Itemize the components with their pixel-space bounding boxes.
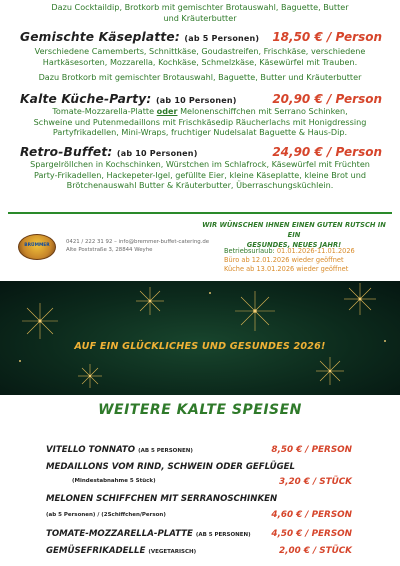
kueche-party-header xyxy=(20,92,382,106)
desc-part: Melonenschiffchen mit Serrano Schinken, xyxy=(177,106,348,116)
item-name: MEDAILLONS VOM RIND, SCHWEIN ODER GEFLÜGEL xyxy=(46,462,295,472)
item-name: MELONEN SCHIFFCHEN MIT SERRANOSCHINKEN xyxy=(46,494,278,504)
desc-emphasis: oder xyxy=(156,106,178,116)
item-price: 8,50 € / PERSON xyxy=(271,445,352,455)
menu-item-medaillons-price-row xyxy=(46,477,352,487)
retro-buffet-title xyxy=(20,145,198,159)
menu-item-melonen xyxy=(46,494,352,504)
item-price: 4,50 € / PERSON xyxy=(271,529,352,539)
holiday-dates: 01.01.2026-11.01.2026 xyxy=(276,247,355,255)
retro-buffet-price: 24,90 € / Person xyxy=(272,145,382,159)
item-sub-note: (ab 5 Personen) / (2Schiffchen/Person) xyxy=(46,512,166,518)
kueche-party-title xyxy=(20,92,237,106)
holiday-label: Betriebsurlaub: xyxy=(224,247,277,255)
menu-item-gemuesefrikadelle xyxy=(46,546,352,556)
office-reopen: Büro ab 12.01.2026 wieder geöffnet xyxy=(224,256,344,264)
divider xyxy=(8,212,392,214)
retro-buffet-title-text: Retro-Buffet: xyxy=(20,145,113,159)
item-name-text: GEMÜSEFRIKADELLE xyxy=(46,546,146,556)
desc-part: Tomate-Mozzarella-Platte xyxy=(52,106,157,116)
item-name xyxy=(46,445,193,455)
kueche-party-title-text: Kalte Küche-Party: xyxy=(20,92,152,106)
section-title: WEITERE KALTE SPEISEN xyxy=(98,402,302,418)
kueche-party-note: (ab 10 Personen) xyxy=(155,96,237,105)
kaeseplatte-description xyxy=(12,46,388,83)
intro-text xyxy=(0,2,400,24)
item-name-text: TOMATE-MOZZARELLA-PLATTE xyxy=(46,529,193,539)
item-note: (AB 5 PERSONEN) xyxy=(138,448,193,454)
item-name xyxy=(46,546,196,556)
contact-info xyxy=(66,239,209,255)
desc-line: Hartkäsesorten, Mozzarella, Kochkäse, Schmelzkäse, Käsewürfel mit Trauben. xyxy=(42,56,358,67)
menu-item-vitello-tonnato xyxy=(46,445,352,455)
logo-text: BRÜMMER xyxy=(24,243,50,248)
wish-line: GESUNDES, NEUES JAHR! xyxy=(246,241,342,249)
item-sub-note: (Mindestabnahme 5 Stück) xyxy=(72,478,156,484)
holiday-line xyxy=(224,247,394,256)
item-note: (AB 5 PERSONEN) xyxy=(195,532,251,538)
kueche-party-price: 20,90 € / Person xyxy=(272,92,382,106)
fireworks-graphic xyxy=(0,281,400,395)
item-note: (VEGETARISCH) xyxy=(148,549,197,555)
item-name xyxy=(46,529,251,539)
kaeseplatte-title xyxy=(20,30,259,44)
desc-line: Dazu Brotkorb mit gemischter Brotauswahl, Baguette, Butter und Kräuterbutter xyxy=(38,72,362,83)
menu-item-medaillons xyxy=(46,462,352,472)
new-year-wish xyxy=(196,220,392,250)
desc-line: Verschiedene Camemberts, Schnittkäse, Goudastreifen, Frischkäse, verschiedene xyxy=(34,46,366,56)
desc-line: Brötchenauswahl Butter & Kräuterbutter, Überraschungsküchlein. xyxy=(66,180,334,191)
intro-line: und Kräuterbutter xyxy=(163,13,237,23)
wish-line: WIR WÜNSCHEN IHNEN EINEN GUTEN RUTSCH IN EIN xyxy=(202,221,386,239)
holiday-info xyxy=(224,247,394,274)
kaeseplatte-note: (ab 5 Personen) xyxy=(184,34,260,43)
menu-item-tomate-mozzarella xyxy=(46,529,352,539)
kaeseplatte-header xyxy=(20,30,382,44)
retro-buffet-description xyxy=(12,159,388,191)
kitchen-reopen: Küche ab 13.01.2026 wieder geöffnet xyxy=(224,265,349,273)
kaeseplatte-title-text: Gemischte Käseplatte: xyxy=(20,30,180,44)
company-logo xyxy=(18,234,56,260)
item-price: 2,00 € / STÜCK xyxy=(279,546,352,556)
fireworks-banner xyxy=(0,281,400,395)
contact-address: Alte Poststraße 3, 28844 Weyhe xyxy=(66,246,153,253)
desc-line: Schweine und Putenmedaillons mit Frischkäsedip Räucherlachs mit Honigdressing xyxy=(33,116,367,127)
desc-line: Spargelröllchen in Kochschinken, Würstchen im Schlafrock, Käsewürfel mit Früchten xyxy=(30,159,370,169)
intro-line: Dazu Cocktaildip, Brotkorb mit gemischter Brotauswahl, Baguette, Butter xyxy=(51,2,349,12)
desc-line xyxy=(12,106,388,117)
item-price: 4,60 € / PERSON xyxy=(271,510,352,520)
menu-item-melonen-price-row xyxy=(46,510,352,520)
sparkles xyxy=(19,292,386,377)
kaeseplatte-price: 18,50 € / Person xyxy=(272,30,382,44)
kueche-party-description xyxy=(12,106,388,138)
desc-line: Partyfrikadellen, Mini-Wraps, fruchtiger Nudelsalat Baguette & Haus-Dip. xyxy=(52,127,348,138)
item-price: 3,20 € / STÜCK xyxy=(279,477,352,487)
banner-text: AUF EIN GLÜCKLICHES UND GESUNDES 2026! xyxy=(74,341,326,352)
retro-buffet-header xyxy=(20,145,382,159)
retro-buffet-note: (ab 10 Personen) xyxy=(116,149,198,158)
contact-phone-email: 0421 / 222 31 92 – info@bremmer-buffet-catering.de xyxy=(66,239,210,245)
item-name-text: VITELLO TONNATO xyxy=(46,445,136,455)
desc-line: Party-Frikadellen, Hackepeter-Igel, gefüllte Eier, kleine Käseplatte, kleine Brot und xyxy=(33,169,367,180)
